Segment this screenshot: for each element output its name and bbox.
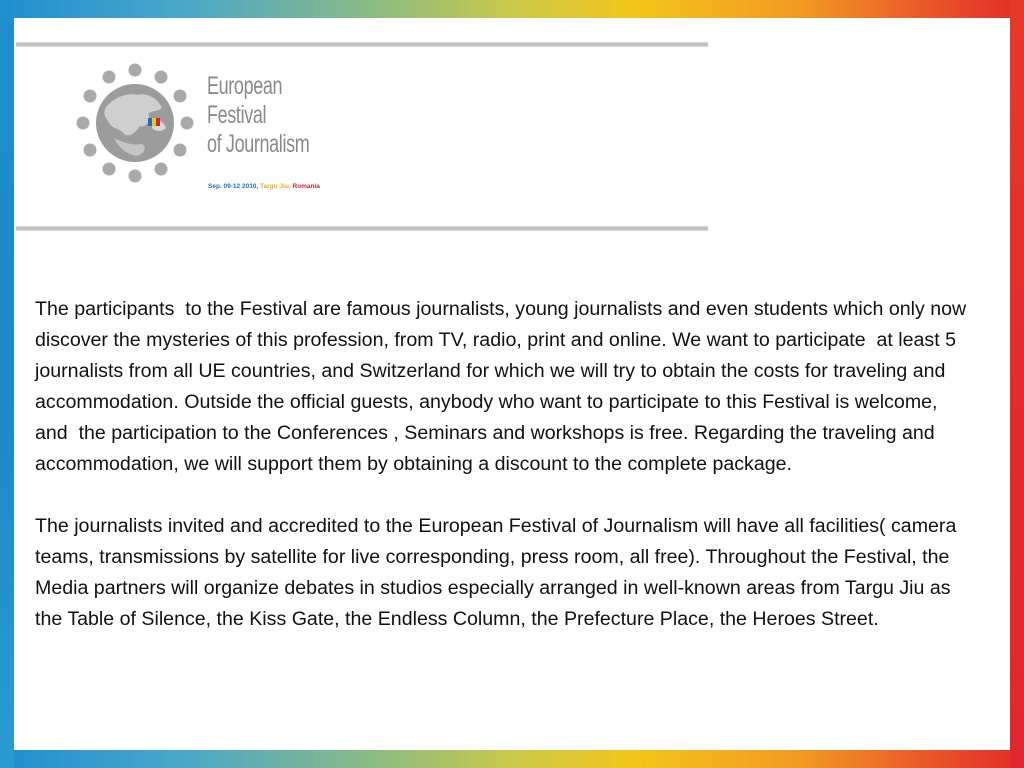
paragraph-facilities: The journalists invited and accredited to the European Festival of Journalism will have all facilities( camera teams, transmissions by satellite for live corresponding, press room, all free). Throughout the Festival, the Media partners will organize debates in studios especially arranged in well-known areas from Targu Jiu as the Table of Silence, the Kiss Gate, the Endless Column, the Prefecture Place, the Heroes Street. [35,515,962,630]
tagline-place: Targu Jiu, [260,183,291,190]
logo-wordmark [207,72,309,159]
tagline-date: Sep. 09-12 2010, [208,183,259,190]
tagline-country: Romania [292,183,320,190]
body-text [35,294,975,635]
header-rule-bottom [16,226,708,231]
logo-line-3: of Journalism [207,130,310,158]
logo-line-2: Festival [207,101,267,129]
logo-line-1: European [207,72,283,100]
frame-right-border [1010,0,1024,768]
paragraph-participants: The participants to the Festival are famous journalists, young journalists and even students which only now discover the mysteries of this profession, from TV, radio, print and online. We want to participate at least 5 journalists from all UE countries, and Switzerland for which we will try to obtain the costs for traveling and accommodation. Outside the official guests, anybody who want to participate to this Festival is welcome, and the participation to the Conferences , Seminars and workshops is free. Regarding the traveling and accommodation, we will support them by obtaining a discount to the complete package. [35,298,972,475]
frame-top-border [0,0,1024,18]
frame-left-border [0,0,14,768]
header-rule-top [16,42,708,47]
logo-tagline [208,183,320,190]
globe-logo-icon [66,62,204,192]
frame-bottom-border [0,750,1024,768]
